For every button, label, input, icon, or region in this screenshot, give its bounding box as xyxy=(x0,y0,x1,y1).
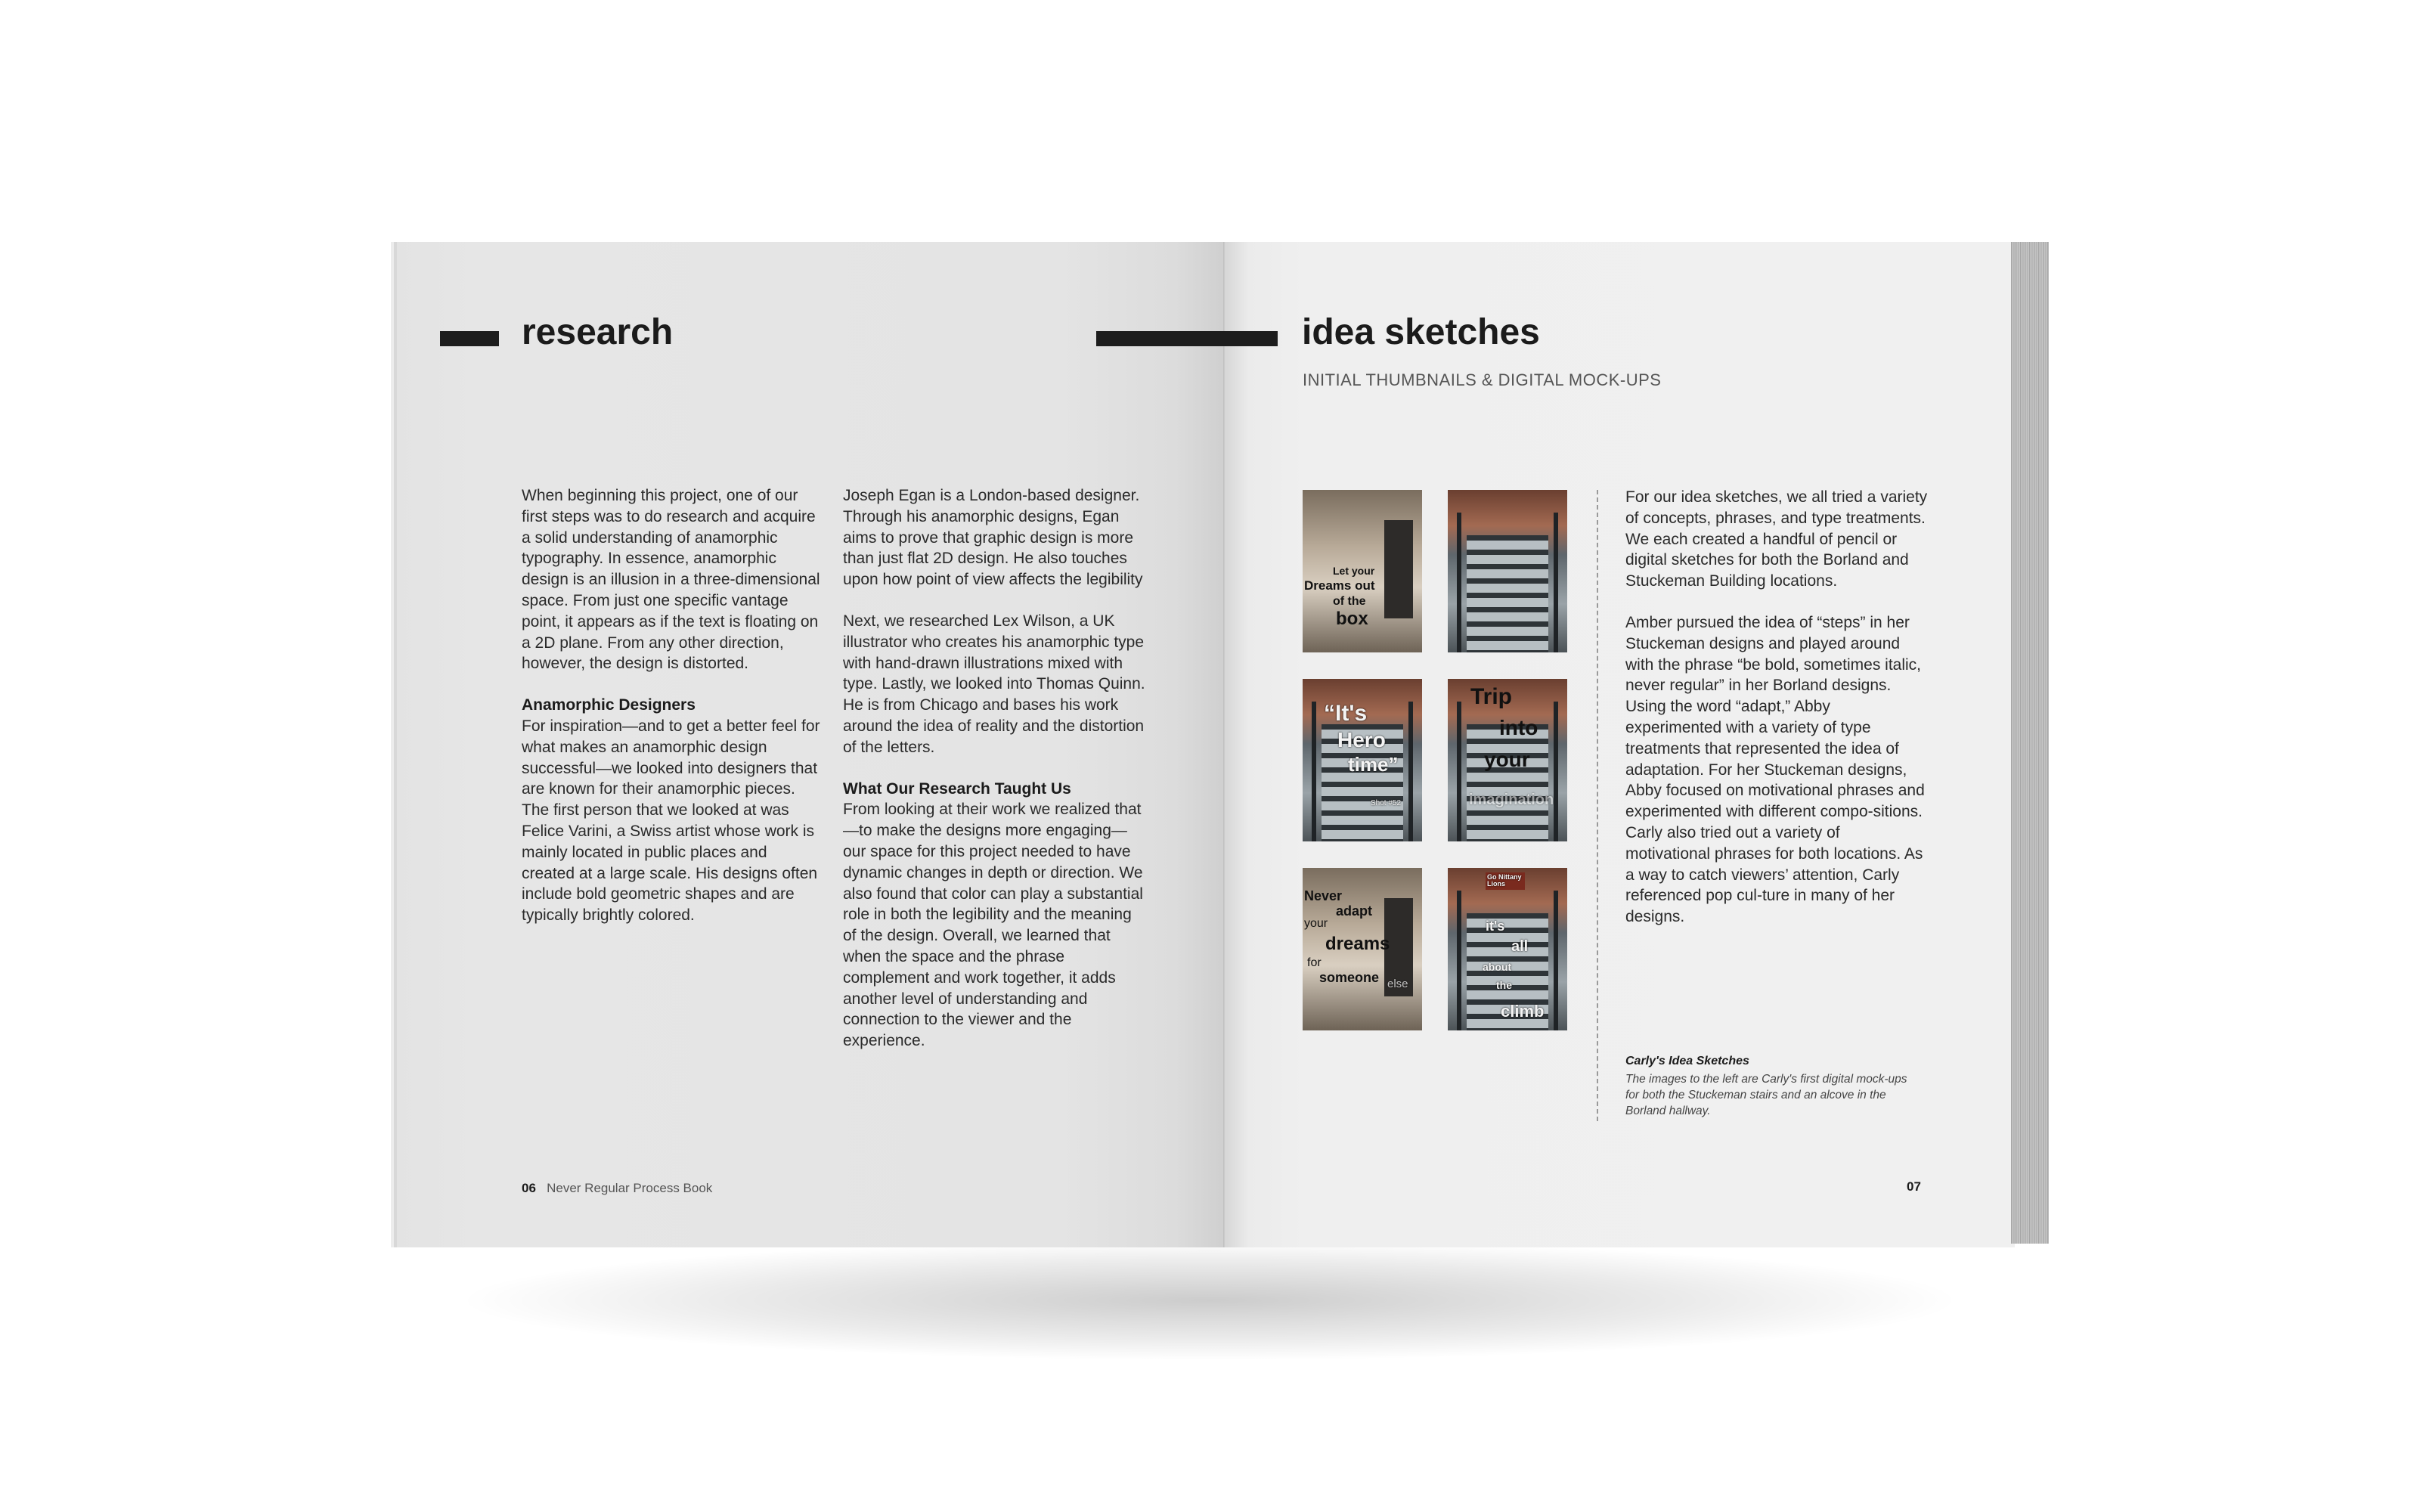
book-shadow xyxy=(454,1240,1966,1361)
rail-shape xyxy=(1408,702,1413,841)
thumb-text: for xyxy=(1307,956,1322,969)
page-subtitle: INITIAL THUMBNAILS & DIGITAL MOCK-UPS xyxy=(1303,370,1662,389)
thumb-text: of the xyxy=(1333,595,1366,608)
paragraph: For our idea sketches, we all tried a variety of concepts, phrases, and type treatments. We each created a handful of pencil or digital sketches for both the Borland and Stuckeman Building locations. xyxy=(1625,488,1928,590)
thumb-text: box xyxy=(1336,609,1368,629)
rail-shape xyxy=(1554,891,1558,1030)
thumb-text: imagination xyxy=(1469,792,1554,808)
thumbnail-image xyxy=(1448,679,1567,841)
thumb-text: it's xyxy=(1486,919,1505,934)
page-edges xyxy=(2011,242,2049,1244)
thumb-text: dreams xyxy=(1325,934,1390,954)
thumb-text: Go Nittany Lions xyxy=(1486,872,1525,890)
paragraph: From looking at their work we realized that—to make the designs more engaging—our space for this project needed to have dynamic changes in depth or direction. We also found that color can play a substantial role in both the legibility and the meaning of the design. Overall, we learned that when the space and the phrase complement and work together, it adds another level of understanding and connection to the viewer and the experience. xyxy=(843,801,1143,1050)
section-heading: Anamorphic Designers xyxy=(522,696,696,714)
paragraph: When beginning this project, one of our first steps was to do research and acquire a solid understanding of anamorphic typography. In essence, anamorphic design is an illusion in a three-dimensional space. From just one specific vantage point, it appears as if the text is floating on a 2D plane. From any other direction, however, the design is distorted. xyxy=(522,487,820,673)
paragraph: For inspiration—and to get a better feel for what makes an anamorphic design successful—we looked into designers that are known for their anamorphic pieces. The first person that we looked at was Felice Varini, a Swiss artist whose work is mainly located in public places and created at a large scale. His designs often include bold geometric shapes and are typically brightly colored. xyxy=(522,717,820,925)
folio-left xyxy=(522,1181,712,1196)
thumb-text: time” xyxy=(1348,753,1399,776)
page-title-research: research xyxy=(522,312,674,352)
paragraph: Amber pursued the idea of “steps” in her Stuckeman designs and played around with the phrase “be bold, sometimes italic, never regular” in her Borland designs. Using the word “adapt,” Abby experimented with a variety of type treatments that represented the idea of adaptation. For her Stuckeman designs, Abby focused on motivational phrases and experimented with different compo-sitions. Carly also tried out a variety of motivational phrases for both locations. As a way to catch viewers’ attention, Carly referenced pop cul-ture in many of her designs. xyxy=(1625,613,1925,926)
door-shape xyxy=(1384,520,1413,618)
thumb-text: the xyxy=(1496,979,1512,991)
thumb-text: Shot #52 xyxy=(1371,799,1402,807)
thumbnail-image xyxy=(1303,679,1422,841)
title-bar-right xyxy=(1096,331,1278,346)
thumbnail-image xyxy=(1448,868,1567,1030)
stairs-shape xyxy=(1467,724,1548,841)
left-column-2 xyxy=(843,485,1145,1072)
rail-shape xyxy=(1554,702,1558,841)
thumb-text: your xyxy=(1484,748,1530,771)
paragraph: Joseph Egan is a London-based designer. Through his anamorphic designs, Egan aims to prove that graphic design is more than just flat 2D design. He also touches upon how point of view affects the legibility xyxy=(843,487,1143,589)
rail-shape xyxy=(1554,513,1558,652)
page-number: 06 xyxy=(522,1181,536,1195)
thumb-text: Trip xyxy=(1470,684,1513,709)
thumb-text: “It's xyxy=(1324,701,1368,726)
rail-shape xyxy=(1457,891,1461,1030)
stairs-shape xyxy=(1467,535,1548,652)
thumb-text: adapt xyxy=(1336,903,1373,919)
right-column xyxy=(1625,487,1928,948)
thumb-text: Dreams out xyxy=(1304,578,1375,593)
thumb-text: Hero xyxy=(1337,728,1386,751)
thumb-text: about xyxy=(1483,961,1512,973)
caption-text: The images to the left are Carly's first digital mock-ups for both the Stuckeman stairs and an alcove in the Borland hallway. xyxy=(1625,1073,1907,1117)
left-column-1 xyxy=(522,485,824,947)
thumb-text: else xyxy=(1387,978,1408,990)
page-number: 07 xyxy=(1907,1179,1921,1194)
page-title-idea-sketches: idea sketches xyxy=(1302,312,1540,352)
rail-shape xyxy=(1312,702,1316,841)
caption-title: Carly's Idea Sketches xyxy=(1625,1055,1749,1067)
rail-shape xyxy=(1457,513,1461,652)
title-bar-left xyxy=(440,331,499,346)
thumb-text: into xyxy=(1499,716,1538,739)
thumb-text: Let your xyxy=(1333,565,1375,577)
folio-right xyxy=(1907,1179,1921,1194)
thumb-text: all xyxy=(1511,938,1529,955)
thumb-text: climb xyxy=(1501,1002,1545,1021)
thumb-text: your xyxy=(1304,917,1328,930)
paragraph: Next, we researched Lex Wilson, a UK illustrator who creates his anamorphic type with hand-drawn illustrations mixed with type. Lastly, we looked into Thomas Quinn. He is from Chicago and bases his work around the idea of reality and the distortion of the letters. xyxy=(843,612,1145,756)
thumb-text: someone xyxy=(1319,970,1380,985)
thumbnail-image xyxy=(1303,490,1422,652)
dashed-divider xyxy=(1597,490,1598,1121)
section-heading: What Our Research Taught Us xyxy=(843,779,1071,798)
thumbnail-grid xyxy=(1303,490,1567,1030)
thumb-text: Never xyxy=(1304,888,1343,903)
rail-shape xyxy=(1457,702,1461,841)
thumbnail-image xyxy=(1303,868,1422,1030)
thumbnail-image xyxy=(1448,490,1567,652)
book-title: Never Regular Process Book xyxy=(547,1181,713,1195)
